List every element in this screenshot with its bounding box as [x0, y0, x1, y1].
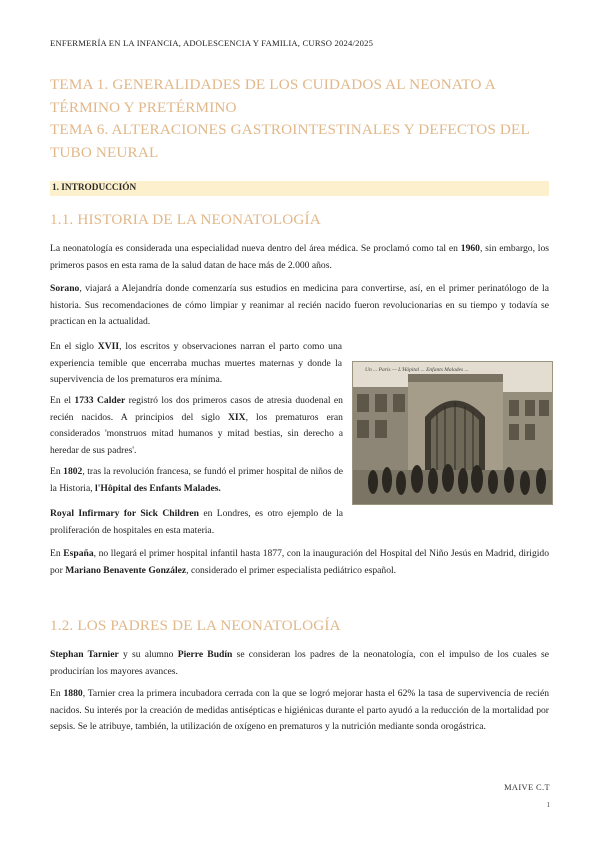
page-number: 1 — [546, 801, 550, 809]
paragraph-sorano: Sorano, viajará a Alejandría donde comenzaría sus estudios en medicina para convertirse, así, en el primer perinatólogo de la historia. Sus recomendaciones de cómo limpiar y reanimar al recién nacido fueron revolucionarias en su tiempo y todavía se practican en la actualidad. — [50, 283, 549, 328]
hospital-gate-illustration — [353, 362, 552, 504]
subsection-heading: 1.2. LOS PADRES DE LA NEONATOLOGÍA — [50, 617, 341, 634]
title-line: TEMA 1. GENERALIDADES DE LOS CUIDADOS AL NEONATO A — [50, 76, 496, 93]
subsection-heading: 1.1. HISTORIA DE LA NEONATOLOGÍA — [50, 211, 321, 228]
paragraph-espana: En España, no llegará el primer hospital infantil hasta 1877, con la inauguración del Hospital del Niño Jesús en Madrid, dirigido por Mariano Benavente González, considerado el primer especialista pediátrico español. — [50, 548, 549, 576]
paragraph-tarnier: En 1880, Tarnier crea la primera incubadora cerrada con la que se logró mejorar hasta el 62% la tasa de supervivencia de recién nacidos. Su interés por la creación de medidas antisépticas e higiénicas durante el parto ayudó a la reducción de la mortalidad por sepsis. Se le atribuye, también, la utilización de oxígeno en prematuros y la nutrición mediante sonda orogástrica. — [50, 688, 550, 733]
section-heading: 1. INTRODUCCIÓN — [52, 183, 137, 193]
title-line: TUBO NEURAL — [50, 143, 159, 161]
paragraph-calder: En el 1733 Calder registró los dos primeros casos de atresia duodenal en recién nacidos. A principios del siglo XIX, los prematuros eran considerados 'monstruos mitad humanos y mitad bestias, sin derecho a heredar de sus padres'. — [50, 395, 343, 456]
paragraph-padres: Stephan Tarnier y su alumno Pierre Budín se consideran los padres de la neonatología, con el impulso de los cuales se producirían los mayores avances. — [50, 649, 549, 677]
section-heading-bar — [50, 181, 549, 196]
footer-author: MAIVE C.T — [504, 783, 550, 792]
document-title — [50, 74, 560, 164]
photo-caption: Un ... Paris — L'Hôpital ... Enfants Malades ... — [365, 367, 469, 373]
running-header: ENFERMERÍA EN LA INFANCIA, ADOLESCENCIA Y FAMILIA, CURSO 2024/2025 — [50, 38, 374, 48]
title-line: TÉRMINO Y PRETÉRMINO — [50, 98, 237, 116]
paragraph-royal-infirmary: Royal Infirmary for Sick Children en Londres, es otro ejemplo de la proliferación de hospitales en esta materia. — [50, 508, 344, 536]
title-line: TEMA 6. ALTERACIONES GASTROINTESTINALES Y DEFECTOS DEL — [50, 121, 530, 139]
paragraph-siglo-xvii: En el siglo XVII, los escritos y observaciones narran el parto como una experiencia temible que encerraba muchas muertes maternas y donde la supervivencia de los prematuros era mínima. — [50, 341, 342, 386]
hospital-photo — [352, 361, 553, 505]
paragraph-intro: La neonatología es considerada una especialidad nueva dentro del área médica. Se proclamó como tal en 1960, sin embargo, los primeros pasos en esta rama de la salud datan de hace más de 2.000 años. — [50, 243, 549, 271]
paragraph-1802: En 1802, tras la revolución francesa, se fundó el primer hospital de niños de la Historia, l'Hôpital des Enfants Malades. — [50, 466, 343, 494]
